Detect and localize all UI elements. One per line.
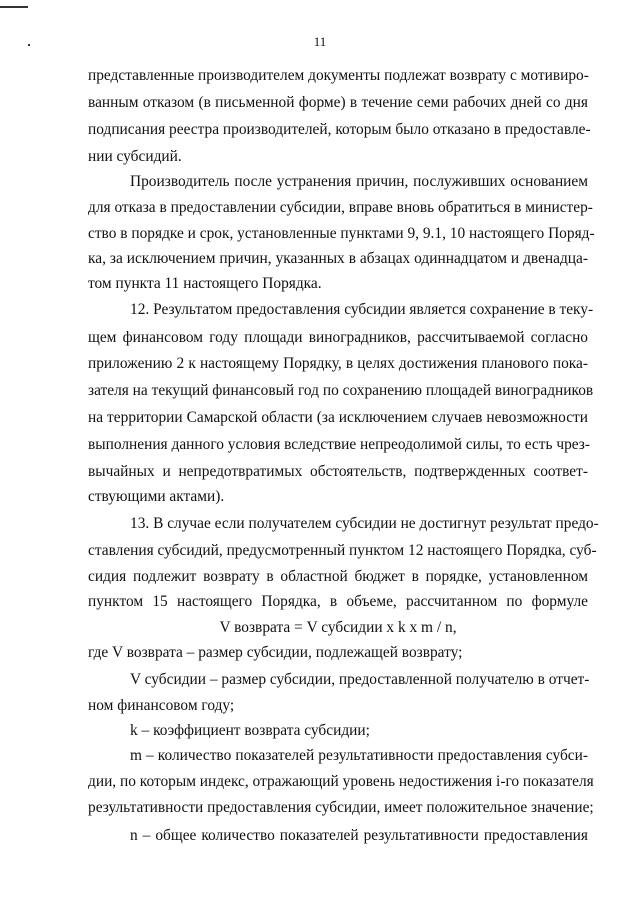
text-line: Производитель после устранения причин, послуживших основанием [130,173,588,190]
text-line: ванным отказом (в письменной форме) в течение семи рабочих дней со дня [88,94,588,111]
text-line: ство в порядке и срок, установленные пунктами 9, 9.1, 10 настоящего Поряд- [88,225,595,242]
text-line: ставления субсидий, предусмотренный пунктом 12 настоящего Порядка, суб- [88,542,597,559]
text-line: для отказа в предоставлении субсидии, вправе вновь обратиться в министер- [88,199,593,216]
text-line: результативности предоставления субсидии, имеет положительное значение; [88,799,594,816]
text-line: n – общее количество показателей результативности предоставления [130,827,588,844]
text-line: дии, по которым индекс, отражающий уровень недостижения i-го показателя [88,773,594,790]
text-line: ном финансовом году; [88,697,235,714]
text-line: ка, за исключением причин, указанных в абзацах одиннадцатом и двенадца- [88,250,588,267]
text-line: ствующими актами). [88,488,225,505]
text-line: где V возврата – размер субсидии, подлежащей возврату; [88,644,463,661]
text-line: V субсидии – размер субсидии, предоставленной получателю в отчет- [130,671,590,688]
text-line: щем финансовом году площади виноградников, рассчитываемой согласно [88,329,588,346]
text-line: 12. Результатом предоставления субсидии является сохранение в теку- [130,301,594,318]
text-line: вычайных и непредотвратимых обстоятельств, подтвержденных соответ- [88,463,588,480]
text-line: нии субсидий. [88,148,182,165]
text-line: сидия подлежит возврату в областной бюджет в порядке, установленном [88,568,588,585]
text-line: 13. В случае если получателем субсидии не достигнут результат предо- [130,515,599,532]
page-number: 11 [313,34,327,49]
text-line: k – коэффициент возврата субсидии; [130,722,370,739]
text-line: подписания реестра производителей, которым было отказано в предоставле- [88,121,591,138]
text-line: зателя на текущий финансовый год по сохранению площадей виноградников [88,382,594,399]
text-line: пунктом 15 настоящего Порядка, в объеме, рассчитанном по формуле [88,593,588,610]
text-line: приложению 2 к настоящему Порядку, в целях достижения планового пока- [88,355,588,372]
text-line: m – количество показателей результативности предоставления субси- [130,747,588,764]
formula: V возврата = V субсидии x k x m / n, [219,619,457,636]
text-line: выполнения данного условия вследствие непреодолимой силы, то есть чрез- [88,436,590,453]
text-line: на территории Самарской области (за исключением случаев невозможности [88,409,588,426]
text-line: том пункта 11 настоящего Порядка. [88,275,322,292]
scan-corner-mark [0,6,28,8]
text-line: представленные производителем документы подлежат возврату с мотивиро- [88,67,589,84]
